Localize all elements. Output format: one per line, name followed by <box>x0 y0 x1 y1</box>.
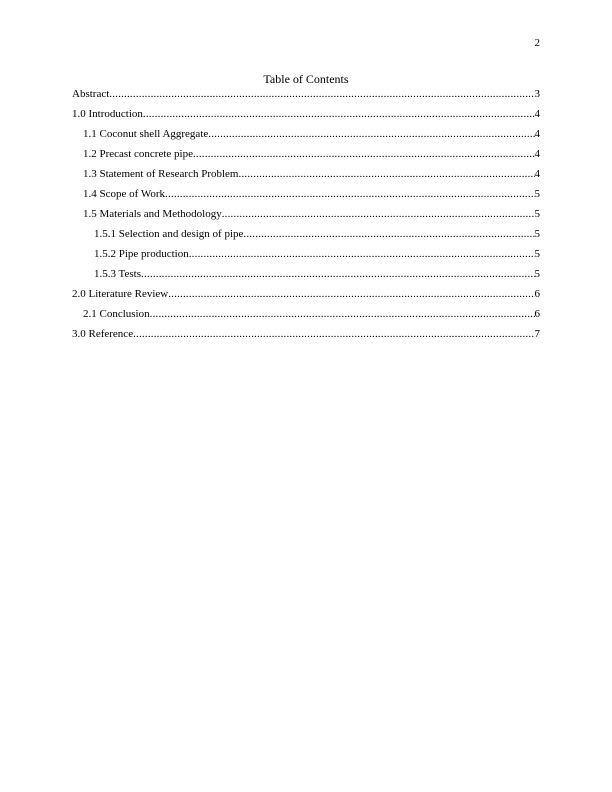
toc-entry-label: 3.0 Reference <box>72 328 134 340</box>
toc-entry-conclusion[interactable] <box>72 307 540 327</box>
toc-entry-precast-concrete-pipe[interactable] <box>72 147 540 167</box>
page-number: 2 <box>534 37 540 49</box>
toc-entry-page: 5 <box>534 248 540 260</box>
toc-entry-page: 3 <box>534 88 540 100</box>
toc-dot-leader <box>189 247 535 261</box>
toc-entry-page: 6 <box>534 288 540 300</box>
toc-entry-pipe-production[interactable] <box>72 247 540 267</box>
toc-dot-leader <box>165 187 534 201</box>
toc-entry-page: 4 <box>534 108 540 120</box>
toc-dot-leader <box>143 107 535 121</box>
toc-entry-label: 1.5 Materials and Methodology <box>83 208 222 220</box>
toc-entry-selection-and-design-of-pipe[interactable] <box>72 227 540 247</box>
toc-entry-page: 4 <box>534 148 540 160</box>
toc-dot-leader <box>133 327 534 341</box>
toc-entry-page: 5 <box>534 268 540 280</box>
toc-dot-leader <box>109 87 534 101</box>
toc-entry-label: 1.5.3 Tests <box>94 268 142 280</box>
toc-dot-leader <box>150 307 535 321</box>
toc-entry-label: 1.0 Introduction <box>72 108 143 120</box>
toc-entry-abstract[interactable] <box>72 87 540 107</box>
toc-entry-page: 6 <box>534 308 540 320</box>
toc-entry-page: 4 <box>534 168 540 180</box>
toc-entry-label: 1.5.1 Selection and design of pipe <box>94 228 244 240</box>
toc-entry-page: 5 <box>534 208 540 220</box>
toc-entry-label: 2.0 Literature Review <box>72 288 169 300</box>
toc-dot-leader <box>239 167 535 181</box>
table-of-contents <box>72 87 540 347</box>
toc-dot-leader <box>141 267 534 281</box>
toc-entry-page: 7 <box>534 328 540 340</box>
toc-entry-label: Abstract <box>72 88 110 100</box>
toc-entry-page: 4 <box>534 128 540 140</box>
toc-entry-tests[interactable] <box>72 267 540 287</box>
toc-entry-scope-of-work[interactable] <box>72 187 540 207</box>
toc-dot-leader <box>168 287 534 301</box>
toc-dot-leader <box>222 207 535 221</box>
toc-entry-label: 1.1 Coconut shell Aggregate <box>83 128 209 140</box>
toc-dot-leader <box>243 227 534 241</box>
toc-dot-leader <box>208 127 534 141</box>
toc-entry-statement-of-research-problem[interactable] <box>72 167 540 187</box>
toc-entry-page: 5 <box>534 188 540 200</box>
toc-entry-coconut-shell-aggregate[interactable] <box>72 127 540 147</box>
toc-entry-literature-review[interactable] <box>72 287 540 307</box>
toc-entry-label: 1.2 Precast concrete pipe <box>83 148 193 160</box>
toc-entry-page: 5 <box>534 228 540 240</box>
toc-entry-label: 1.4 Scope of Work <box>83 188 166 200</box>
toc-entry-label: 1.5.2 Pipe production <box>94 248 189 260</box>
toc-entry-introduction[interactable] <box>72 107 540 127</box>
toc-entry-label: 1.3 Statement of Research Problem <box>83 168 239 180</box>
toc-entry-materials-and-methodology[interactable] <box>72 207 540 227</box>
toc-entry-label: 2.1 Conclusion <box>83 308 150 320</box>
toc-title: Table of Contents <box>263 72 349 86</box>
toc-dot-leader <box>193 147 535 161</box>
toc-entry-reference[interactable] <box>72 327 540 347</box>
